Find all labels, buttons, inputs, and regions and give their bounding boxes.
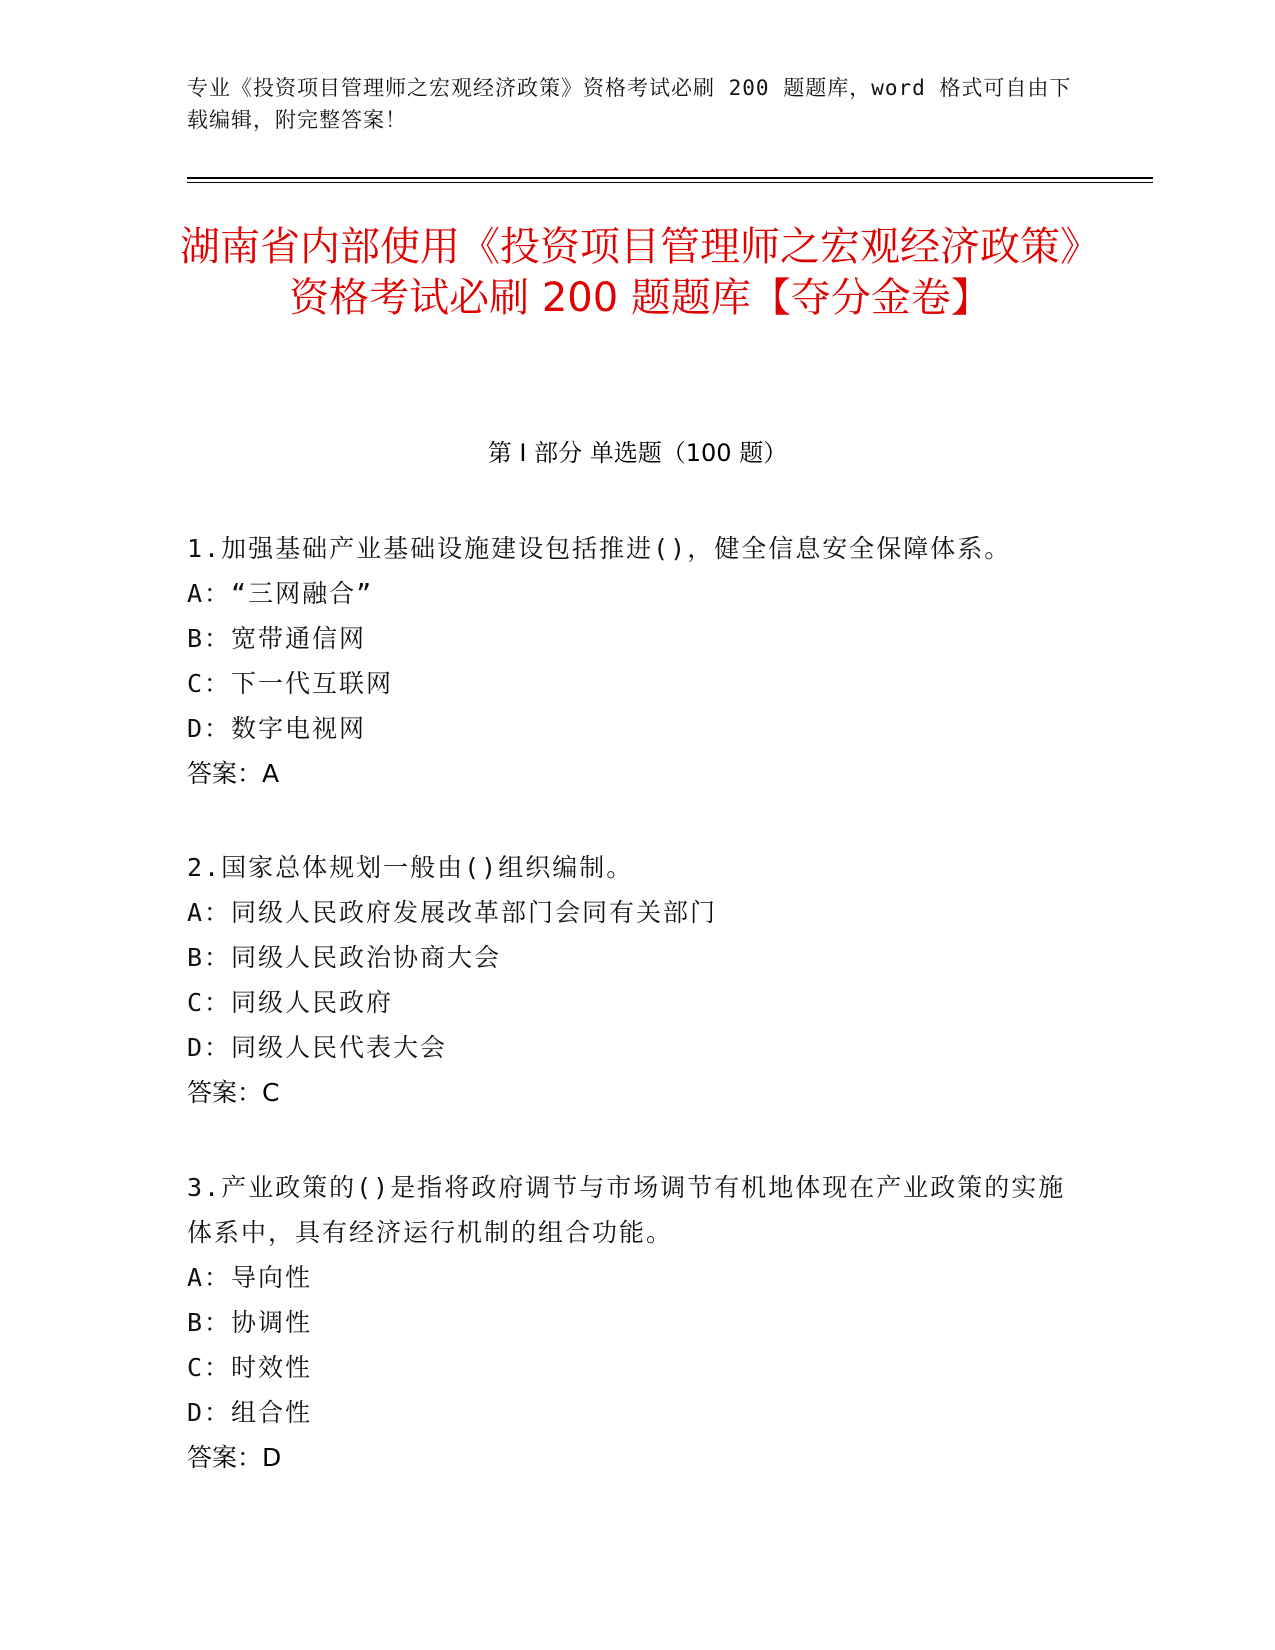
header-note: 专业《投资项目管理师之宏观经济政策》资格考试必刷 200 题题库，word 格式可自由下载编辑，附完整答案！ (187, 76, 1072, 132)
option-c: C：下一代互联网 (187, 669, 394, 698)
option-c: C：同级人民政府 (187, 988, 394, 1017)
answer: 答案：A (187, 759, 280, 788)
option-b: B：协调性 (187, 1308, 313, 1337)
answer: 答案：D (187, 1443, 282, 1472)
question-2 (187, 845, 1067, 1115)
option-a: A：同级人民政府发展改革部门会同有关部门 (187, 898, 718, 927)
question-stem: 1.加强基础产业基础设施建设包括推进()，健全信息安全保障体系。 (187, 534, 1012, 563)
question-3 (187, 1165, 1067, 1480)
option-d: D：同级人民代表大会 (187, 1033, 448, 1062)
option-d: D：组合性 (187, 1398, 313, 1427)
option-a: A：导向性 (187, 1263, 313, 1292)
question-stem: 2.国家总体规划一般由()组织编制。 (187, 853, 634, 882)
header-rule-thick (187, 177, 1153, 179)
question-1 (187, 526, 1067, 796)
header-rule-thin (187, 182, 1153, 183)
section-title: 第 I 部分 单选题（100 题） (487, 439, 788, 467)
option-b: B：宽带通信网 (187, 624, 367, 653)
answer: 答案：C (187, 1078, 280, 1107)
option-b: B：同级人民政治协商大会 (187, 943, 502, 972)
question-stem: 3.产业政策的()是指将政府调节与市场调节有机地体现在产业政策的实施体系中，具有经济运行机制的组合功能。 (187, 1173, 1066, 1247)
option-a: A：“三网融合” (187, 579, 374, 608)
document-title: 湖南省内部使用《投资项目管理师之宏观经济政策》资格考试必刷 200 题题库【夺分金卷】 (180, 224, 1100, 321)
option-c: C：时效性 (187, 1353, 313, 1382)
option-d: D：数字电视网 (187, 714, 367, 743)
